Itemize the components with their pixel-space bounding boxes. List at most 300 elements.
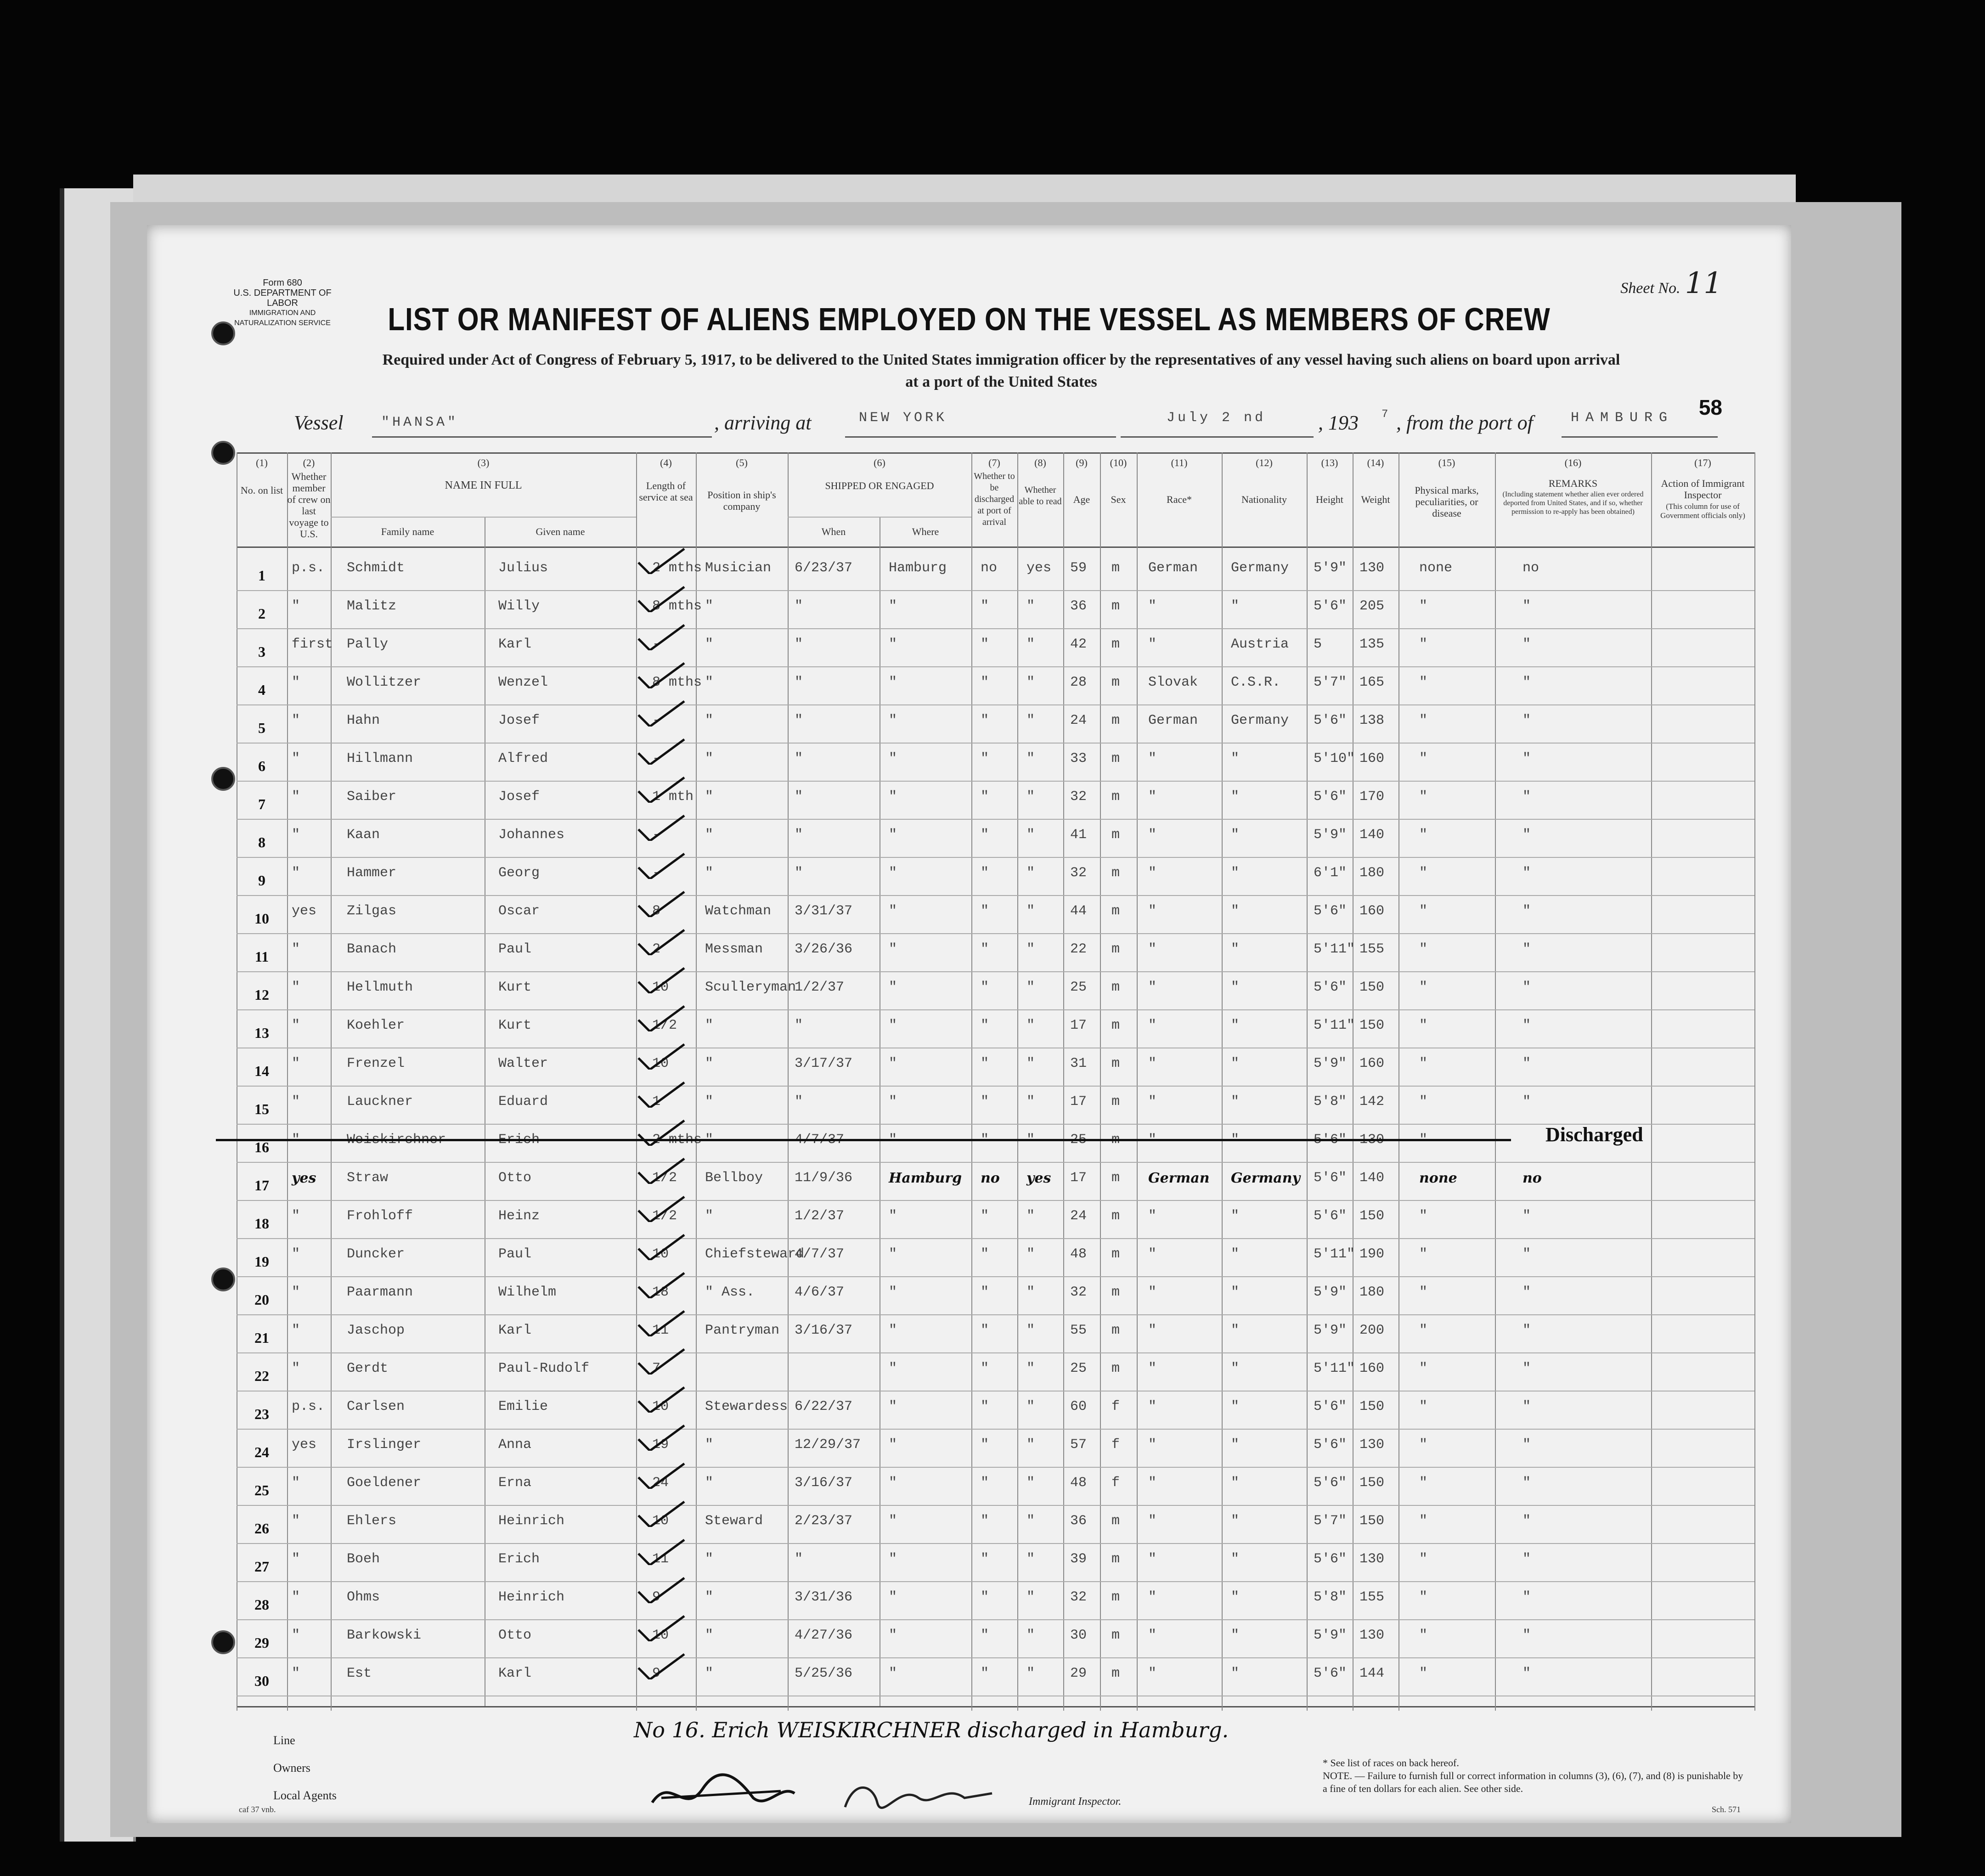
row-position: " (705, 598, 714, 614)
row-nationality: " (1231, 1094, 1240, 1110)
row-sex: m (1111, 980, 1120, 995)
row-discharged: " (981, 1628, 989, 1643)
row-age: 17 (1070, 1094, 1087, 1110)
header-shipped-when: When (821, 526, 846, 537)
row-previous-voyage: " (292, 1056, 300, 1071)
row-able-to-read: " (1026, 1056, 1035, 1071)
colnum-3: (3) (477, 457, 490, 468)
row-weight: 165 (1359, 675, 1385, 690)
row-number: 10 (254, 910, 269, 927)
row-given-name: Josef (498, 789, 540, 805)
row-number: 12 (254, 986, 269, 1003)
row-physical-marks: " (1419, 1589, 1428, 1605)
row-discharged: " (981, 713, 989, 728)
row-given-name: Erich (498, 1551, 540, 1567)
row-sex: m (1111, 1170, 1120, 1186)
row-discharged: " (981, 789, 989, 805)
row-nationality: " (1231, 1666, 1240, 1681)
row-weight: 180 (1359, 1284, 1385, 1300)
row-remarks: " (1523, 713, 1531, 728)
row-sex: m (1111, 1018, 1120, 1033)
row-family-name: Pally (347, 637, 389, 652)
row-service-length: - (652, 827, 661, 843)
row-shipped-where: " (889, 713, 897, 728)
row-sex: m (1111, 560, 1120, 576)
row-remarks: " (1523, 1513, 1531, 1529)
row-family-name: Irslinger (347, 1437, 422, 1453)
signature-image (643, 1766, 1001, 1821)
row-height: 5'9" (1314, 1056, 1347, 1071)
row-family-name: Barkowski (347, 1628, 422, 1643)
row-remarks: " (1523, 1361, 1531, 1376)
row-age: 32 (1070, 1284, 1087, 1300)
row-discharged: " (981, 1666, 989, 1681)
row-weight: 170 (1359, 789, 1385, 805)
row-age: 22 (1070, 941, 1087, 957)
row-weight: 205 (1359, 598, 1385, 614)
row-service-length: 2 mths (652, 560, 702, 576)
row-sex: m (1111, 865, 1120, 881)
checkmark-icon (636, 699, 687, 727)
row-number: 11 (254, 948, 269, 965)
row-race: " (1148, 1513, 1157, 1529)
row-given-name: Anna (498, 1437, 532, 1453)
row-given-name: Walter (498, 1056, 548, 1071)
row-previous-voyage: " (292, 1551, 300, 1567)
row-able-to-read: " (1026, 598, 1035, 614)
row-shipped-when: 3/31/36 (795, 1589, 853, 1605)
row-sex: m (1111, 637, 1120, 652)
row-weight: 150 (1359, 1513, 1385, 1529)
row-nationality: " (1231, 751, 1240, 766)
row-position: " (705, 637, 714, 652)
row-sex: m (1111, 827, 1120, 843)
row-given-name: Otto (498, 1170, 532, 1186)
row-age: 33 (1070, 751, 1087, 766)
row-given-name: Heinrich (498, 1589, 565, 1605)
row-physical-marks: none (1419, 1170, 1457, 1186)
checkmark-icon (636, 1385, 687, 1413)
form-number: Form 680 (263, 278, 302, 288)
row-number: 28 (254, 1596, 269, 1613)
row-position: " (705, 675, 714, 690)
row-shipped-where: " (889, 941, 897, 957)
row-physical-marks: " (1419, 1284, 1428, 1300)
row-service-length: 1/2 (652, 1208, 677, 1224)
row-nationality: Germany (1231, 1170, 1300, 1186)
row-height: 5'9" (1314, 1323, 1347, 1338)
row-given-name: Josef (498, 713, 540, 728)
row-physical-marks: " (1419, 865, 1428, 881)
row-weight: 155 (1359, 941, 1385, 957)
row-nationality: " (1231, 1628, 1240, 1643)
row-discharged: " (981, 598, 989, 614)
row-given-name: Heinz (498, 1208, 540, 1224)
row-weight: 140 (1359, 1170, 1385, 1186)
row-weight: 140 (1359, 827, 1385, 843)
row-height: 5'6" (1314, 980, 1347, 995)
colnum-5: (5) (736, 457, 748, 468)
row-able-to-read: " (1026, 1551, 1035, 1567)
row-position: " (705, 1018, 714, 1033)
row-able-to-read: " (1026, 941, 1035, 957)
row-age: 32 (1070, 1589, 1087, 1605)
row-remarks: " (1523, 637, 1531, 652)
row-height: 5'7" (1314, 1513, 1347, 1529)
row-family-name: Ohms (347, 1589, 380, 1605)
row-height: 5'6" (1314, 1475, 1347, 1491)
row-able-to-read: " (1026, 1361, 1035, 1376)
row-family-name: Paarmann (347, 1284, 413, 1300)
colnum-8: (8) (1034, 457, 1046, 468)
subtitle-line-2: at a port of the United States (905, 373, 1097, 390)
row-shipped-where: " (889, 1132, 897, 1148)
row-nationality: " (1231, 1208, 1240, 1224)
row-remarks: " (1523, 1018, 1531, 1033)
row-able-to-read: " (1026, 789, 1035, 805)
row-service-length: - (652, 751, 661, 766)
row-shipped-when: 3/17/37 (795, 1056, 853, 1071)
row-discharged: " (981, 1399, 989, 1414)
row-nationality: " (1231, 1056, 1240, 1071)
row-previous-voyage: " (292, 980, 300, 995)
row-remarks: " (1523, 1094, 1531, 1110)
race-note: * See list of races on back hereof. (1323, 1757, 1459, 1769)
row-shipped-where: " (889, 1399, 897, 1414)
row-service-length: 10 (652, 1628, 669, 1643)
row-shipped-where: Hamburg (889, 560, 947, 576)
row-nationality: Austria (1231, 637, 1289, 652)
row-race: " (1148, 1399, 1157, 1414)
colnum-4: (4) (660, 457, 672, 468)
punch-hole-icon (211, 767, 235, 791)
row-family-name: Straw (347, 1170, 389, 1186)
row-race: " (1148, 1018, 1157, 1033)
vessel-value: "HANSA" (381, 415, 459, 430)
row-number: 20 (254, 1291, 269, 1308)
row-service-length: 11 (652, 1551, 669, 1567)
row-position: Sculleryman (705, 980, 796, 995)
row-previous-voyage: yes (292, 1437, 317, 1453)
row-previous-voyage: " (292, 751, 300, 766)
checkmark-icon (636, 585, 687, 612)
row-given-name: Johannes (498, 827, 565, 843)
row-shipped-where: " (889, 1323, 897, 1338)
strike-through-line (216, 1139, 1511, 1141)
header-remarks: REMARKS (1548, 478, 1598, 489)
row-physical-marks: " (1419, 980, 1428, 995)
row-discharged: " (981, 637, 989, 652)
row-shipped-where: " (889, 637, 897, 652)
row-sex: m (1111, 789, 1120, 805)
row-family-name: Carlsen (347, 1399, 405, 1414)
checkmark-icon (636, 813, 687, 841)
inspector-label: Immigrant Inspector. (1029, 1796, 1122, 1808)
row-shipped-when: " (795, 751, 803, 766)
row-family-name: Duncker (347, 1246, 405, 1262)
row-family-name: Frohloff (347, 1208, 413, 1224)
row-position: " Ass. (705, 1284, 755, 1300)
row-weight: 160 (1359, 1056, 1385, 1071)
row-number: 3 (258, 643, 265, 660)
row-age: 29 (1070, 1666, 1087, 1681)
row-age: 24 (1070, 713, 1087, 728)
row-nationality: " (1231, 1513, 1240, 1529)
row-shipped-when: " (795, 789, 803, 805)
header-inspector-note: (This column for use of Government officials only) (1660, 502, 1745, 520)
row-remarks: " (1523, 675, 1531, 690)
row-age: 48 (1070, 1475, 1087, 1491)
row-family-name: Schmidt (347, 560, 405, 576)
row-nationality: " (1231, 827, 1240, 843)
checkmark-icon (636, 1347, 687, 1375)
row-remarks: no (1523, 560, 1540, 576)
row-previous-voyage: " (292, 675, 300, 690)
row-number: 13 (254, 1025, 269, 1041)
manifest-sheet (147, 225, 1791, 1823)
printer-code: caf 37 vnb. (239, 1805, 276, 1814)
row-able-to-read: " (1026, 1399, 1035, 1414)
row-previous-voyage: first (292, 637, 333, 652)
row-number: 15 (254, 1101, 269, 1117)
department-name: U.S. DEPARTMENT OF LABOR (233, 288, 332, 308)
row-able-to-read: " (1026, 1437, 1035, 1453)
row-weight: 190 (1359, 1246, 1385, 1262)
row-shipped-where: " (889, 1018, 897, 1033)
row-height: 5'6" (1314, 789, 1347, 805)
colnum-2: (2) (303, 457, 315, 468)
row-sex: m (1111, 1284, 1120, 1300)
header-discharged: Whether to be discharged at port of arrival (974, 471, 1015, 527)
row-nationality: C.S.R. (1231, 675, 1281, 690)
row-family-name: Boeh (347, 1551, 380, 1567)
row-height: 5'11" (1314, 1246, 1355, 1262)
row-discharged: " (981, 1475, 989, 1491)
page-number: 58 (1698, 395, 1722, 419)
row-shipped-when: " (795, 675, 803, 690)
row-service-length: 10 (652, 1513, 669, 1529)
row-weight: 138 (1359, 713, 1385, 728)
header-physical-marks: Physical marks, peculiarities, or disease (1415, 484, 1479, 519)
row-shipped-where: " (889, 751, 897, 766)
row-race: " (1148, 1551, 1157, 1567)
row-sex: m (1111, 1323, 1120, 1338)
row-physical-marks: " (1419, 713, 1428, 728)
row-height: 5'6" (1314, 1399, 1347, 1414)
row-family-name: Ehlers (347, 1513, 397, 1529)
row-physical-marks: " (1419, 1094, 1428, 1110)
row-family-name: Malitz (347, 598, 397, 614)
row-given-name: Paul-Rudolf (498, 1361, 590, 1376)
row-remarks: " (1523, 827, 1531, 843)
row-sex: m (1111, 598, 1120, 614)
local-agents-label: Local Agents (273, 1789, 337, 1802)
page-subtitle (253, 349, 1750, 393)
checkmark-icon (636, 1576, 687, 1603)
row-previous-voyage: p.s. (292, 1399, 325, 1414)
row-discharged: " (981, 827, 989, 843)
row-height: 6'1" (1314, 865, 1347, 881)
row-age: 41 (1070, 827, 1087, 843)
row-position: " (705, 713, 714, 728)
row-height: 5'8" (1314, 1094, 1347, 1110)
row-shipped-when: 12/29/37 (795, 1437, 861, 1453)
checkmark-icon (636, 1538, 687, 1565)
row-physical-marks: " (1419, 827, 1428, 843)
row-nationality: " (1231, 1361, 1240, 1376)
row-previous-voyage: " (292, 865, 300, 881)
row-weight: 150 (1359, 1208, 1385, 1224)
row-service-length: 10 (652, 1056, 669, 1071)
checkmark-icon (636, 1194, 687, 1222)
row-shipped-when: 6/22/37 (795, 1399, 853, 1414)
row-age: 17 (1070, 1018, 1087, 1033)
row-family-name: Zilgas (347, 903, 397, 919)
row-position: Chiefsteward (705, 1246, 805, 1262)
header-shipped-or-engaged: SHIPPED OR ENGAGED (825, 480, 934, 491)
handwritten-note: No 16. Erich WEISKIRCHNER discharged in Hamburg. (634, 1718, 1229, 1742)
row-weight: 160 (1359, 1361, 1385, 1376)
row-discharged: " (981, 980, 989, 995)
row-shipped-when: " (795, 1551, 803, 1567)
row-sex: m (1111, 1056, 1120, 1071)
row-able-to-read: " (1026, 1589, 1035, 1605)
year-value: 7 (1382, 408, 1391, 421)
row-shipped-when: " (795, 827, 803, 843)
line-label: Line (273, 1734, 295, 1747)
row-remarks: " (1523, 941, 1531, 957)
row-number: 2 (258, 605, 265, 622)
row-sex: f (1111, 1399, 1120, 1414)
row-height: 5'7" (1314, 675, 1347, 690)
colnum-17: (17) (1694, 457, 1711, 468)
row-race: " (1148, 827, 1157, 843)
row-able-to-read: " (1026, 827, 1035, 843)
colnum-1: (1) (256, 457, 268, 468)
row-race: " (1148, 1246, 1157, 1262)
row-service-length: - (652, 637, 661, 652)
row-nationality: " (1231, 903, 1240, 919)
row-shipped-where: " (889, 1284, 897, 1300)
row-nationality: " (1231, 1246, 1240, 1262)
row-previous-voyage: " (292, 1475, 300, 1491)
row-position: Pantryman (705, 1323, 780, 1338)
row-previous-voyage: " (292, 789, 300, 805)
row-age: 59 (1070, 560, 1087, 576)
row-sex: m (1111, 1628, 1120, 1643)
row-number: 6 (258, 758, 265, 774)
row-number: 17 (254, 1177, 269, 1194)
colnum-13: (13) (1321, 457, 1338, 468)
header-race: Race* (1167, 494, 1192, 505)
row-shipped-where: " (889, 827, 897, 843)
row-sex: m (1111, 1246, 1120, 1262)
checkmark-icon (636, 851, 687, 879)
row-service-length: 1 mth (652, 789, 694, 805)
row-shipped-when: 2/23/37 (795, 1513, 853, 1529)
row-age: 32 (1070, 789, 1087, 805)
arrival-port-value: NEW YORK (859, 410, 947, 426)
row-able-to-read: " (1026, 751, 1035, 766)
row-sex: m (1111, 1513, 1120, 1529)
row-number: 25 (254, 1482, 269, 1499)
row-discharged: " (981, 675, 989, 690)
header-inspector-action: Action of Immigrant Inspector (1661, 478, 1745, 501)
row-nationality: " (1231, 1284, 1240, 1300)
row-previous-voyage: " (292, 1666, 300, 1681)
row-age: 31 (1070, 1056, 1087, 1071)
row-race: " (1148, 1666, 1157, 1681)
row-discharged: " (981, 1208, 989, 1224)
row-nationality: " (1231, 1323, 1240, 1338)
header-age: Age (1073, 494, 1090, 505)
row-family-name: Koehler (347, 1018, 405, 1033)
row-race: " (1148, 1437, 1157, 1453)
row-discharged: " (981, 751, 989, 766)
row-remarks: " (1523, 789, 1531, 805)
row-age: 25 (1070, 980, 1087, 995)
row-shipped-when: 1/2/37 (795, 980, 845, 995)
row-able-to-read: " (1026, 1018, 1035, 1033)
crew-table (237, 452, 1754, 1711)
row-family-name: Banach (347, 941, 397, 957)
row-nationality: " (1231, 865, 1240, 881)
row-previous-voyage: " (292, 1208, 300, 1224)
row-position: Steward (705, 1513, 763, 1529)
row-height: 5'9" (1314, 1284, 1347, 1300)
checkmark-icon (636, 1233, 687, 1260)
row-number: 8 (258, 834, 265, 851)
row-physical-marks: " (1419, 1246, 1428, 1262)
row-shipped-where: " (889, 1589, 897, 1605)
row-nationality: " (1231, 941, 1240, 957)
row-given-name: Erich (498, 1132, 540, 1148)
row-position: Watchman (705, 903, 772, 919)
checkmark-icon (636, 661, 687, 688)
checkmark-icon (636, 1499, 687, 1527)
row-able-to-read: " (1026, 637, 1035, 652)
row-family-name: Jaschop (347, 1323, 405, 1338)
row-physical-marks: " (1419, 1056, 1428, 1071)
row-physical-marks: " (1419, 941, 1428, 957)
row-position: Bellboy (705, 1170, 763, 1186)
row-shipped-where: Hamburg (889, 1170, 962, 1186)
row-number: 27 (254, 1558, 269, 1575)
row-sex: m (1111, 941, 1120, 957)
row-age: 44 (1070, 903, 1087, 919)
row-remarks: " (1523, 1208, 1531, 1224)
header-position: Position in ship's company (707, 489, 776, 512)
row-discharged: " (981, 1589, 989, 1605)
row-position: " (705, 865, 714, 881)
row-number: 30 (254, 1673, 269, 1689)
row-shipped-when: 3/16/37 (795, 1475, 853, 1491)
row-physical-marks: " (1419, 789, 1428, 805)
row-age: 32 (1070, 865, 1087, 881)
row-number: 22 (254, 1368, 269, 1384)
row-service-length: 2 mths (652, 1132, 702, 1148)
row-position: " (705, 1589, 714, 1605)
row-height: 5'6" (1314, 1666, 1347, 1681)
penalty-note: NOTE. — Failure to furnish full or correct information in columns (3), (6), (7), and (8) is punishable by a fine of ten dollars for each alien. See other side. (1323, 1770, 1743, 1794)
row-weight: 150 (1359, 1018, 1385, 1033)
row-number: 14 (254, 1063, 269, 1079)
row-family-name: Weiskirchner (347, 1132, 446, 1148)
row-age: 57 (1070, 1437, 1087, 1453)
row-nationality: " (1231, 980, 1240, 995)
row-weight: 130 (1359, 560, 1385, 576)
row-height: 5'6" (1314, 1132, 1347, 1148)
